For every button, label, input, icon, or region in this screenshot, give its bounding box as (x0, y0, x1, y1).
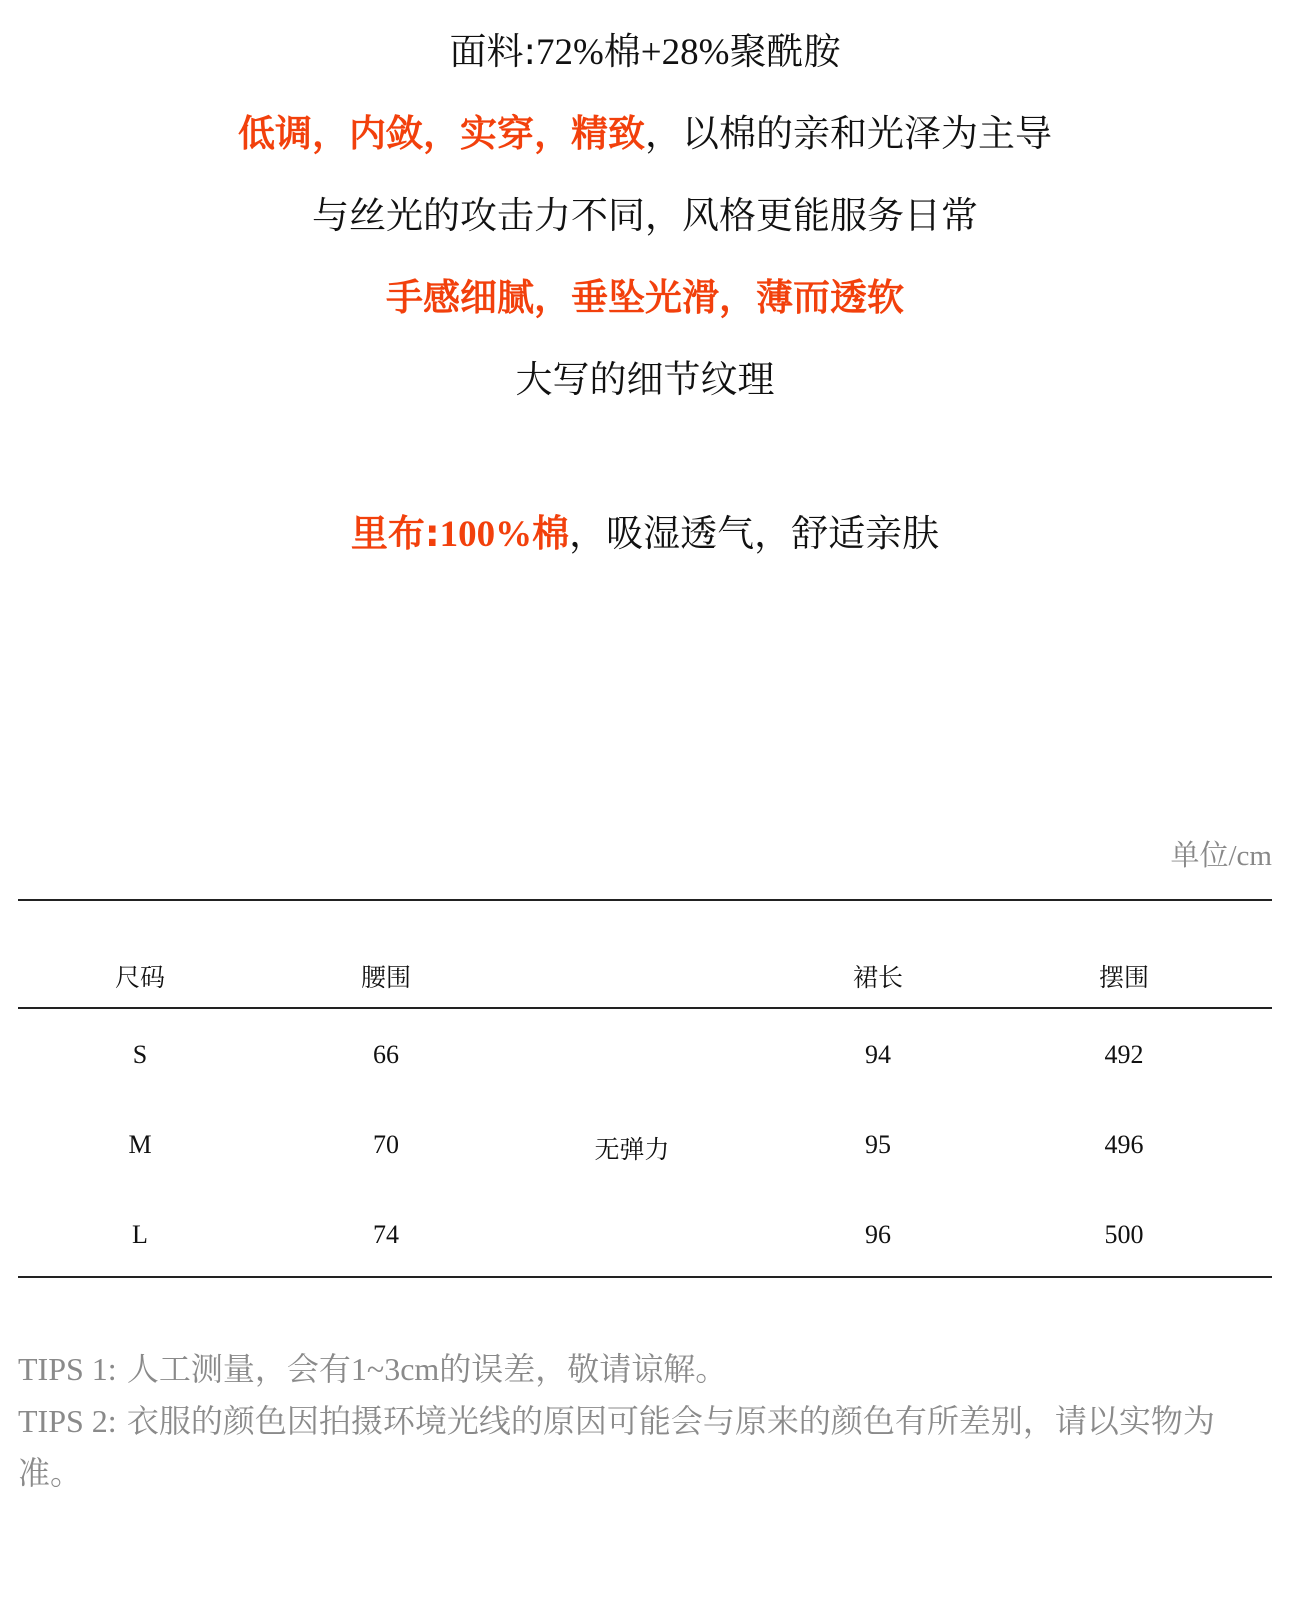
header-size: 尺码 (114, 963, 165, 992)
table-bottom-rule (18, 1276, 1272, 1278)
unit-label: 单位/cm (1170, 840, 1272, 872)
detail-line: 大写的细节纹理 (515, 358, 775, 401)
lining-text: ，吸湿透气，舒适亲肤 (569, 512, 940, 555)
row-m-waist: 70 (373, 1130, 399, 1159)
table-top-rule (18, 899, 1272, 901)
tips-2-label: TIPS 2: (18, 1403, 117, 1439)
style-highlight: 低调，内敛，实穿，精致 (238, 112, 645, 155)
elasticity-note: 无弹力 (594, 1135, 670, 1164)
row-m-hem: 496 (1104, 1130, 1144, 1159)
row-l-length: 96 (865, 1220, 891, 1249)
table-header-rule (18, 1007, 1272, 1009)
fabric-label: 面料: (449, 30, 536, 73)
tips-2-text: 衣服的颜色因拍摄环境光线的原因可能会与原来的颜色有所差别，请以实物为准。 (18, 1402, 1215, 1492)
header-hem: 摆围 (1098, 963, 1149, 992)
tips-1 (18, 1343, 1268, 1395)
feel-line: 手感细腻，垂坠光滑，薄而透软 (386, 276, 904, 319)
tips-1-range: 1~3cm (350, 1351, 440, 1387)
row-s-length: 94 (865, 1040, 891, 1069)
row-l-hem: 500 (1104, 1220, 1144, 1249)
style-line (0, 110, 1290, 158)
tips-1-label: TIPS 1: (18, 1351, 117, 1387)
row-s-hem: 492 (1104, 1040, 1144, 1069)
tips-1-text: 人工测量，会有 (116, 1350, 351, 1388)
row-m-size: M (128, 1130, 152, 1159)
daily-line: 与丝光的攻击力不同，风格更能服务日常 (312, 194, 978, 237)
row-l-size: L (132, 1220, 148, 1249)
fabric-line (0, 28, 1290, 77)
row-s-waist: 66 (373, 1040, 399, 1069)
fabric-value: 72%棉+28%聚酰胺 (535, 32, 841, 73)
tips-2 (18, 1395, 1268, 1499)
lining-material: 棉 (532, 512, 570, 555)
row-s-size: S (132, 1040, 148, 1069)
header-waist: 腰围 (360, 963, 411, 992)
lining-percent: 100% (439, 514, 533, 555)
lining-line (0, 510, 1290, 559)
row-l-waist: 74 (373, 1220, 399, 1249)
header-length: 裙长 (852, 963, 903, 992)
lining-label: 里布: (350, 512, 440, 555)
row-m-length: 95 (865, 1130, 891, 1159)
tips-1-tail: 的误差，敬请谅解。 (439, 1350, 728, 1388)
style-text: ，以棉的亲和光泽为主导 (645, 112, 1052, 155)
